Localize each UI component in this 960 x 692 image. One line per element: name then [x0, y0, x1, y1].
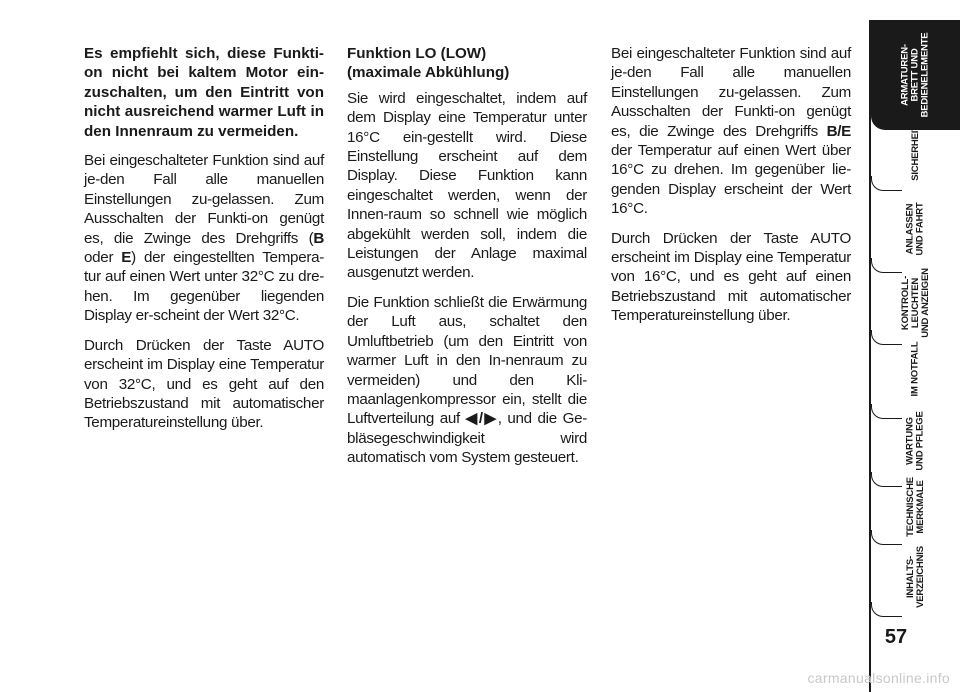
text-run: ) der eingestellten Tempera-tur auf einen Wert unter 32°C zu dre-hen. Im gegenüber liegenden Display er-scheint der Wert 32°C.	[84, 249, 325, 325]
text-column-3	[611, 44, 851, 336]
key-label-b: B	[313, 229, 324, 247]
text-column-2	[347, 44, 587, 478]
text-column-1	[84, 44, 324, 443]
section-heading	[347, 44, 587, 83]
paragraph: Durch Drücken der Taste AUTO erscheint im Display eine Temperatur von 16°C, und es geht auf einen Betriebszustand mit automatischer Temperatureinstellung über.	[611, 229, 851, 325]
text-run: Bei eingeschalteter Funktion sind auf je-den Fall alle manuellen Einstellungen zu-gelassen. Zum Ausschalten der Funkti-on genügt es, die Zwinge des Drehgriffs	[611, 45, 851, 140]
tab-label: WARTUNG UND PFLEGE	[904, 411, 926, 471]
tab-label: IM NOTFALL	[909, 341, 921, 397]
tab-inhaltsverzeichnis[interactable]	[871, 536, 960, 618]
tab-sicherheit[interactable]	[871, 112, 960, 194]
paragraph	[84, 151, 324, 326]
tab-im-notfall[interactable]	[871, 328, 960, 410]
watermark: carmanualsonline.info	[807, 670, 950, 686]
text-run: Bei eingeschalteter Funktion sind auf je-den Fall alle manuellen Einstellungen zu-gelassen. Zum Ausschalten der Funkti-on genügt es, die Zwinge des Drehgriffs (	[84, 152, 324, 247]
page-number: 57	[884, 626, 908, 648]
text-run: Die Funktion schließt die Erwärmung der Luft aus, schaltet den Umluftbetrieb (um den Eintritt von warmer Luft in den In-nenraum zu vermeiden) und den Kli-maanlagenkompressor ein, stellt die Luftverteilung auf	[347, 293, 587, 428]
tab-label: SICHERHEIT	[909, 125, 921, 181]
tab-label: KONTROLL- LEUCHTEN UND ANZEIGEN	[899, 268, 931, 338]
text-run: der Temperatur auf einen Wert über 16°C zu drehen. Im gegenüber lie-genden Display erscheint der Wert 16°C.	[611, 142, 851, 218]
tab-label: ANLASSEN UND FAHRT	[904, 202, 926, 256]
key-label-e: E	[121, 249, 132, 267]
tab-label: ARMATUREN- BRETT UND BEDIENELEMENTE	[899, 32, 931, 118]
tab-label: INHALTS- VERZEICHNIS	[904, 546, 926, 608]
tab-anlassen[interactable]	[871, 188, 960, 270]
text-run: oder	[84, 249, 122, 267]
heading-line: Funktion LO (LOW)	[347, 45, 487, 62]
heading-line: (maximale Abkühlung)	[347, 64, 510, 82]
paragraph	[347, 293, 587, 468]
airflow-arrows-icon: ◀/▶	[465, 410, 498, 428]
paragraph: Durch Drücken der Taste AUTO erscheint im Display eine Temperatur von 32°C, und es geht auf den Betriebszustand mit automatischer Temperatureinstellung über.	[84, 336, 324, 432]
tab-label: TECHNISCHE MERKMALE	[904, 477, 926, 537]
text-run: , und die Ge-bläsegeschwindigkeit wird automatisch vom System gesteuert.	[347, 410, 588, 467]
tab-armaturenbrett[interactable]	[871, 34, 960, 116]
warning-paragraph: Es empfiehlt sich, diese Funkti-on nicht bei kaltem Motor ein-zuschalten, um den Eintritt von nicht ausreichend warmer Luft in den Innenraum zu vermeiden.	[84, 45, 324, 140]
paragraph	[611, 44, 851, 219]
key-label-b-e: B/E	[826, 122, 851, 140]
paragraph: Sie wird eingeschaltet, indem auf dem Display eine Temperatur unter 16°C ein-gestellt wird. Diese Einstellung erscheint auf dem Display. Diese Funktion kann eingeschaltet werden, wenn der Innen-raum so schnell wie möglich abgekühlt werden soll, indem die Leistungen der Anlage maximal ausgenutzt werden.	[347, 89, 587, 282]
